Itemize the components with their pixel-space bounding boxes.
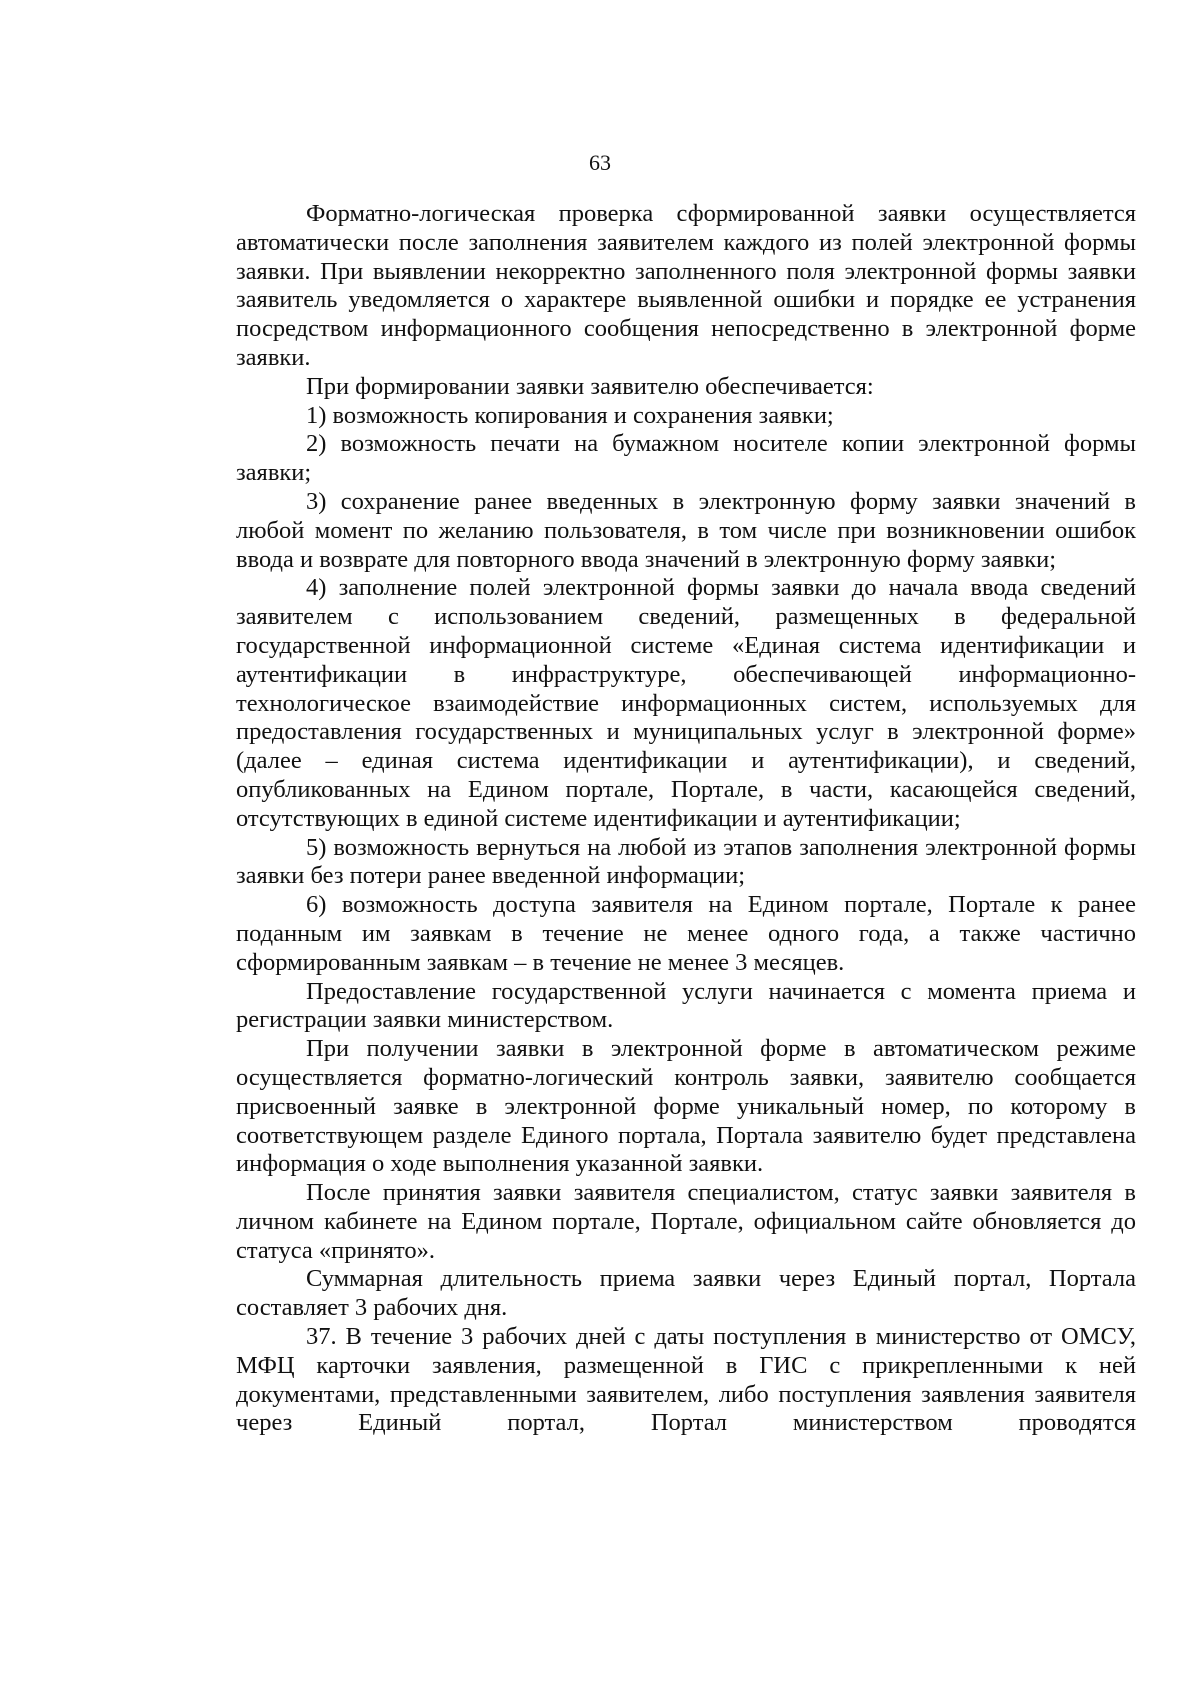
paragraph: Форматно-логическая проверка сформированной заявки осуществляется автоматически после заполнения заявителем каждого из полей электронной формы заявки. При выявлении некорректно заполненного поля электронной формы заявки заявитель уведомляется о характере выявленной ошибки и порядке ее устранения посредством информационного сообщения непосредственно в электронной форме заявки. <box>236 200 1136 371</box>
list-item: 5) возможность вернуться на любой из этапов заполнения электронной формы заявки без потери ранее введенной информации; <box>236 833 1136 890</box>
paragraph: При формировании заявки заявителю обеспечивается: <box>306 372 874 400</box>
list-item: 1) возможность копирования и сохранения заявки; <box>306 401 834 429</box>
paragraph: При получении заявки в электронной форме в автоматическом режиме осуществляется форматно-логический контроль заявки, заявителю сообщается присвоенный заявке в электронной форме уникальный номер, по которому в соответствующем разделе Единого портала, Портала заявителю будет представлена информация о ходе выполнения указанной заявки. <box>236 1035 1136 1178</box>
paragraph: Предоставление государственной услуги начинается с момента приема и регистрации заявки министерством. <box>236 977 1136 1034</box>
paragraph: Суммарная длительность приема заявки через Единый портал, Портала составляет 3 рабочих дня. <box>236 1265 1136 1322</box>
document-body <box>236 200 1136 1438</box>
list-item: 2) возможность печати на бумажном носителе копии электронной формы заявки; <box>236 430 1136 487</box>
list-item: 4) заполнение полей электронной формы заявки до начала ввода сведений заявителем с использованием сведений, размещенных в федеральной государственной информационной системе «Единая система идентификации и аутентификации в инфраструктуре, обеспечивающей информационно-технологическое взаимодействие информационных систем, используемых для предоставления государственных и муниципальных услуг в электронной форме» (далее – единая система идентификации и аутентификации), и сведений, опубликованных на Едином портале, Портале, в части, касающейся сведений, отсутствующих в единой системе идентификации и аутентификации; <box>236 574 1136 832</box>
paragraph: После принятия заявки заявителя специалистом, статус заявки заявителя в личном кабинете на Едином портале, Портале, официальном сайте обновляется до статуса «принято». <box>236 1179 1136 1264</box>
list-item: 3) сохранение ранее введенных в электронную форму заявки значений в любой момент по желанию пользователя, в том числе при возникновении ошибок ввода и возврате для повторного ввода значений в электронную форму заявки; <box>236 487 1136 573</box>
paragraph: 37. В течение 3 рабочих дней с даты поступления в министерство от ОМСУ, МФЦ карточки заявления, размещенной в ГИС с прикрепленными к ней документами, представленными заявителем, либо поступления заявления заявителя через Единый портал, Портал министерством проводятся <box>236 1323 1136 1437</box>
list-item: 6) возможность доступа заявителя на Едином портале, Портале к ранее поданным им заявкам в течение не менее одного года, а также частично сформированным заявкам – в течение не менее 3 месяцев. <box>236 891 1136 976</box>
page-number: 63 <box>589 150 611 175</box>
